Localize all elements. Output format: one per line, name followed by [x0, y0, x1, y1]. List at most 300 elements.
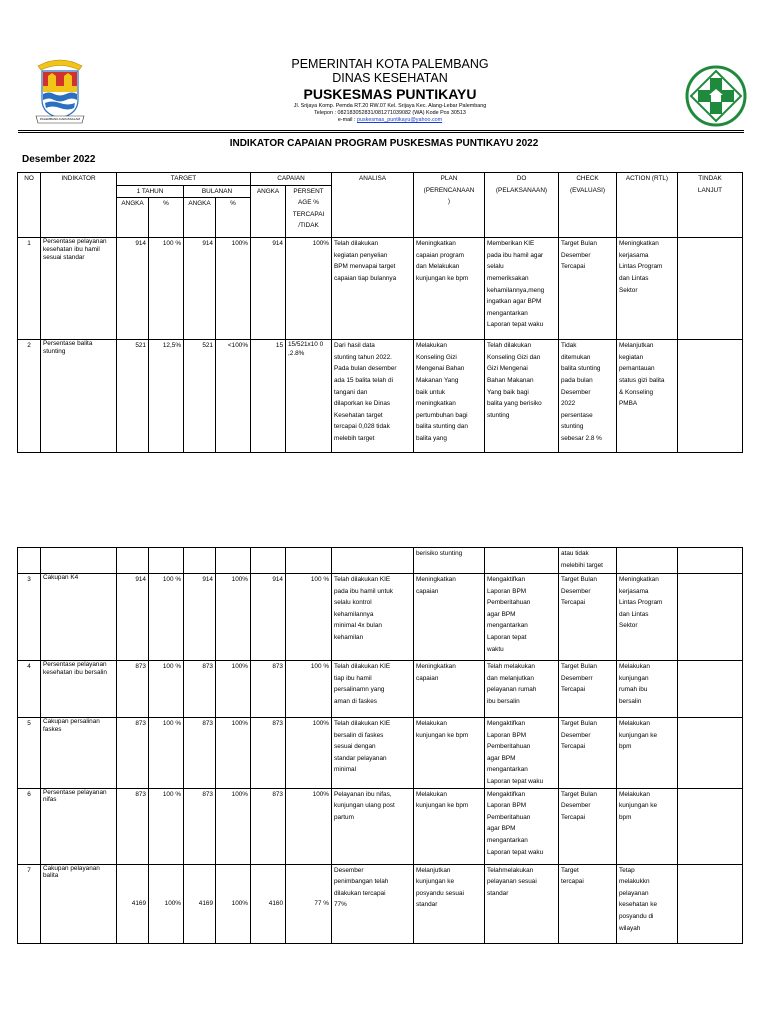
cell-indikator: Cakupan pelayanan balita [41, 864, 117, 943]
cell-do [485, 788, 559, 864]
header-divider-thin [18, 132, 744, 133]
text-line: Kesehatan target [334, 411, 383, 419]
text-line: partum [334, 813, 354, 821]
text-line: rumah ibu [619, 686, 648, 694]
text-line: berisiko stunting [416, 550, 463, 557]
text-line: Desember [561, 802, 591, 810]
text-line: tiap ibu hamil [334, 674, 372, 682]
col-header-analisa: ANALISA [332, 173, 414, 238]
table-row [18, 718, 743, 789]
text-line: Target Bulan [561, 663, 597, 670]
cell-plan [414, 574, 485, 661]
cell-analisa [332, 864, 414, 943]
text-line: kunjungan ke bpm [416, 731, 469, 739]
text-line: Telahmelakukan [487, 866, 534, 874]
col-header-tindak [678, 173, 743, 238]
text-line: Desemberr [561, 674, 593, 682]
text-line: kehamilannya,meng [487, 286, 545, 294]
cell-check [559, 718, 617, 789]
cell-indikator: Cakupan persalinan faskes [41, 718, 117, 789]
text-line: balita yang [416, 434, 447, 442]
report-period: Desember 2022 [22, 154, 96, 165]
cell-action [617, 574, 678, 661]
cell-analisa [332, 718, 414, 789]
cell-no: 4 [18, 661, 41, 718]
col-header-bulan-angka: ANGKA [184, 198, 216, 238]
col-header-capaian-persen [286, 185, 332, 238]
cell-check [559, 864, 617, 943]
text-line: stunting [561, 423, 584, 431]
cell-empty [18, 548, 41, 574]
col-header-plan-line: PLAN [440, 175, 458, 182]
col-header-persen-line: /TIDAK [298, 222, 319, 230]
text-line: kunjungan ke bpm [416, 274, 469, 282]
text-line: BPM menvapai target [334, 263, 396, 271]
text-line: pada ibu hamil untuk [334, 587, 393, 595]
header-puskesmas: PUSKESMAS PUNTIKAYU [303, 86, 477, 102]
text-line: melebihi target [561, 561, 603, 569]
text-line: Target Bulan [561, 790, 597, 798]
text-line: Laporan BPM [487, 731, 527, 739]
text-line: Target Bulan [561, 240, 597, 248]
cell-indikator: Cakupan K4 [41, 574, 117, 661]
text-line: Sektor [619, 622, 638, 630]
emblem-ribbon-text: PALEMBANG DARUSSALAM [40, 117, 80, 121]
cell-no: 1 [18, 238, 41, 340]
text-line: baik untuk [416, 388, 446, 396]
cell-capaian-angka: 914 [251, 238, 286, 340]
cell-empty [149, 548, 184, 574]
text-line: Mengaktifkan [487, 720, 526, 727]
text-line: Mengaktifkan [487, 576, 526, 583]
text-line: Telah dilakukan KIE [334, 720, 391, 727]
col-header-check-line: (EVALUASI) [569, 186, 606, 194]
cell-tindak [678, 661, 743, 718]
table-row [18, 788, 743, 864]
text-line: posyandu di [619, 912, 654, 920]
header-department: DINAS KESEHATAN [332, 71, 448, 85]
text-line: Pada bulan desember [334, 365, 397, 373]
text-line: mengantarkan [487, 309, 528, 317]
text-line: ditemukan [561, 353, 591, 361]
col-header-persen-line: AGE % [298, 199, 319, 207]
cell-target-bulan-persen: 100% [216, 788, 251, 864]
cell-plan [414, 788, 485, 864]
col-header-tahun-persen: % [149, 198, 184, 238]
cell-check [559, 788, 617, 864]
col-header-plan [414, 173, 485, 238]
cell-check [559, 238, 617, 340]
cell-indikator: Persentase pelayanan kesehatan ibu hamil sesuai standar [41, 238, 117, 340]
text-line: Pemberitahuan [487, 743, 531, 751]
cell-check [559, 661, 617, 718]
text-line: Lintas Program [619, 599, 663, 607]
text-line: dilaporkan ke Dinas [334, 400, 391, 408]
text-line: Meningkatkan [619, 240, 659, 248]
text-line: kegiatan [619, 353, 644, 361]
indicator-table-continued [17, 547, 743, 944]
cell-target-tahun-persen: 100 % [149, 718, 184, 789]
cell-empty [41, 548, 117, 574]
cell-empty [678, 548, 743, 574]
text-line: minimal [334, 766, 357, 774]
cell-indikator: Persentase pelayanan kesehatan ibu bersalin [41, 661, 117, 718]
cell-analisa [332, 661, 414, 718]
cell-capaian-persen: 77 % [286, 864, 332, 943]
col-header-do [485, 173, 559, 238]
cell-check-continued [559, 548, 617, 574]
cell-empty [117, 548, 149, 574]
text-line: Mengaktifkan [487, 790, 526, 798]
text-line: Lintas Program [619, 263, 663, 271]
text-line: Desember [334, 866, 364, 874]
document-title: INDIKATOR CAPAIAN PROGRAM PUSKESMAS PUNTIKAYU 2022 [229, 138, 539, 149]
text-line: kunjungan ulang post [334, 802, 395, 810]
cell-action [617, 238, 678, 340]
text-line: Yang baik bagi [487, 388, 529, 396]
cell-target-bulan-persen: 100% [216, 574, 251, 661]
col-header-check [559, 173, 617, 238]
text-line: Desember [561, 731, 591, 739]
cell-target-bulan-persen: 100% [216, 864, 251, 943]
cell-empty [617, 548, 678, 574]
text-line: meningkatkan [416, 400, 456, 408]
text-line: Laporan tepat waku [487, 777, 544, 785]
cell-do [485, 864, 559, 943]
cell-do [485, 238, 559, 340]
text-line: tercapai 0,028 tidak [334, 423, 390, 431]
header-email-line [200, 117, 580, 124]
cell-target-bulan-persen: 100% [216, 661, 251, 718]
col-header-tahun-angka: ANGKA [117, 198, 149, 238]
cell-capaian-persen: 100% [286, 788, 332, 864]
cell-do [485, 340, 559, 453]
col-header-plan-line: (PERENCANAAN [423, 186, 475, 194]
text-line: Makanan Yang [416, 376, 459, 384]
header-phone: Telepon : 082183052831/081271039082 (WA) Kode Pos 30513 [314, 110, 466, 116]
text-line: selalu kontrol [334, 599, 372, 607]
text-line: bersalin di faskes [334, 731, 384, 739]
text-line: kegiatan penyelian [334, 251, 388, 259]
text-line: Desember [561, 388, 591, 396]
text-line: Melanjutkan [416, 866, 451, 874]
cell-target-bulan-angka: 873 [184, 788, 216, 864]
header-email-label: e-mail : [337, 117, 357, 123]
text-line: stunting [487, 411, 510, 419]
text-line: dan Melakukan [416, 263, 460, 271]
text-line: pelayanan sesuai [487, 878, 537, 886]
header-address: Jl. Srijaya Komp. Pemda RT.20 RW.07 Kel. Srijaya Kec. Alang-Lebar Palembang [293, 103, 487, 109]
cell-analisa [332, 788, 414, 864]
col-header-check-line: CHECK [576, 175, 599, 182]
col-header-action: ACTION (RTL) [617, 173, 678, 238]
text-line: Target Bulan [561, 720, 597, 727]
text-line: Tercapai [561, 599, 586, 607]
text-line: balita stunting dan [416, 423, 468, 431]
cell-target-tahun-angka: 914 [117, 238, 149, 340]
text-line: PMBA [619, 400, 638, 408]
cell-target-tahun-angka: 873 [117, 788, 149, 864]
cell-capaian-angka: 873 [251, 661, 286, 718]
cell-do [485, 718, 559, 789]
cell-capaian-persen: 100% [286, 718, 332, 789]
cell-target-tahun-angka: 914 [117, 574, 149, 661]
text-line: Meningkatkan [416, 240, 456, 248]
text-line: dilakukan tercapai [334, 889, 386, 897]
text-line: Pemberitahuan [487, 813, 531, 821]
col-header-do-line: (PELAKSANAAN) [495, 186, 548, 194]
text-line: pelayanan [619, 889, 649, 897]
text-line: Tercapai [561, 686, 586, 694]
cell-do [485, 661, 559, 718]
cell-empty [286, 548, 332, 574]
cell-action [617, 661, 678, 718]
cell-target-bulan-angka: 873 [184, 661, 216, 718]
text-line: mengantarkan [487, 836, 528, 844]
header-divider [18, 130, 744, 131]
text-line: pada ibu hamil agar [487, 251, 544, 259]
text-line: 2022 [561, 400, 576, 408]
palembang-city-emblem [32, 56, 88, 126]
text-line: Melanjutkan [619, 342, 654, 350]
col-header-plan-line: ) [447, 198, 451, 206]
text-line: atau tidak [561, 550, 589, 557]
text-line: pemantauan [619, 365, 655, 373]
text-line: tangani dan [334, 388, 368, 396]
text-line: tercapai [561, 878, 584, 886]
text-line: standar [416, 901, 438, 909]
text-line: bpm [619, 813, 632, 821]
text-line: Tetap [619, 866, 635, 874]
header-government: PEMERINTAH KOTA PALEMBANG [291, 57, 489, 71]
text-line: Tercapai [561, 813, 586, 821]
text-line: Laporan tepat waku [487, 321, 544, 329]
text-line: standar [487, 889, 509, 897]
text-line: capaian [416, 587, 439, 595]
cell-target-tahun-persen: 100 % [149, 788, 184, 864]
cell-capaian-persen: 15/521x10 0 ,2.8% [286, 340, 332, 453]
text-line: Telah dilakukan [487, 342, 532, 350]
col-header-no: NO [18, 173, 41, 238]
col-header-persen-line: PERSENT [293, 187, 324, 195]
col-header-capaian-angka: ANGKA [251, 185, 286, 238]
cell-check [559, 340, 617, 453]
col-header-persen-line: TERCAPAI [292, 210, 325, 218]
cell-tindak [678, 718, 743, 789]
cell-action [617, 788, 678, 864]
text-line: dan Lintas [619, 274, 649, 282]
text-line: capaian program [416, 251, 464, 259]
cell-target-tahun-angka: 873 [117, 661, 149, 718]
table-row [18, 574, 743, 661]
text-line: Desember [561, 587, 591, 595]
text-line: Melakukan [619, 790, 650, 798]
cell-no: 3 [18, 574, 41, 661]
text-line: Meningkatkan [416, 576, 456, 583]
text-line: memeriksakan [487, 274, 529, 282]
text-line: balita stunting [561, 365, 601, 373]
col-header-target: TARGET [117, 173, 251, 186]
text-line: Sektor [619, 286, 638, 294]
text-line: Laporan BPM [487, 587, 527, 595]
cell-tindak [678, 340, 743, 453]
cell-indikator: Persentase pelayanan nifas [41, 788, 117, 864]
cell-tindak [678, 864, 743, 943]
cell-target-bulan-angka: 914 [184, 574, 216, 661]
text-line: ada 15 balita telah di [334, 376, 393, 384]
text-line: Tercapai [561, 743, 586, 751]
text-line: pelayanan rumah [487, 686, 537, 694]
cell-check [559, 574, 617, 661]
cell-empty [485, 548, 559, 574]
text-line: kerjasama [619, 587, 649, 595]
text-line: kerjasama [619, 251, 649, 259]
cell-tindak [678, 574, 743, 661]
cell-tindak [678, 238, 743, 340]
text-line: mengantarkan [487, 766, 528, 774]
cell-capaian-angka: 15 [251, 340, 286, 453]
cell-capaian-angka: 914 [251, 574, 286, 661]
cell-target-tahun-angka: 4169 [117, 864, 149, 943]
text-line: Melakukan [416, 342, 447, 350]
table-row [18, 864, 743, 943]
text-line: standar pelayanan [334, 754, 387, 762]
cell-target-tahun-angka: 521 [117, 340, 149, 453]
text-line: kunjungan ke bpm [416, 802, 469, 810]
text-line: Konseling Gizi [416, 353, 457, 361]
cell-action [617, 340, 678, 453]
text-line: kehamilan [334, 633, 364, 641]
text-line: Konseling Gizi dan [487, 353, 541, 361]
cell-analisa [332, 238, 414, 340]
text-line: Meningkatkan [416, 663, 456, 670]
text-line: sebesar 2.8 % [561, 434, 602, 442]
cell-no: 7 [18, 864, 41, 943]
header-address-block [200, 103, 580, 124]
text-line: Gizi Mengenai [487, 365, 528, 373]
text-line: minimal 4x bulan [334, 622, 382, 630]
col-header-tindak-line: TINDAK [698, 175, 722, 182]
text-line: bersalin [619, 697, 642, 705]
cell-target-bulan-angka: 4169 [184, 864, 216, 943]
cell-capaian-persen: 100% [286, 238, 332, 340]
text-line: balita yang berisiko [487, 400, 542, 408]
cell-plan [414, 238, 485, 340]
text-line: Meningkatkan [619, 576, 659, 583]
header-email-link[interactable]: puskesmas_puntikayu@yahoo.com [356, 117, 443, 123]
text-line: Pelayanan ibu nifas, [334, 790, 392, 798]
text-line: Laporan tepat waku [487, 848, 544, 856]
col-header-indikator: INDIKATOR [41, 173, 117, 238]
cell-target-tahun-persen: 100 % [149, 238, 184, 340]
cell-empty [251, 548, 286, 574]
cell-target-bulan-angka: 914 [184, 238, 216, 340]
text-line: kunjungan ke [619, 802, 658, 810]
col-header-capaian: CAPAIAN [251, 173, 332, 186]
cell-indikator: Persentase balita stunting [41, 340, 117, 453]
text-line: Tercapai [561, 263, 586, 271]
cell-action [617, 718, 678, 789]
text-line: Mengenai Bahan [416, 365, 465, 373]
col-header-tindak-line: LANJUT [697, 186, 723, 194]
cell-plan [414, 661, 485, 718]
text-line: melakukkn [619, 878, 650, 886]
cell-target-bulan-persen: 100% [216, 238, 251, 340]
text-line: Laporan BPM [487, 802, 527, 810]
text-line: bpm [619, 743, 632, 751]
col-header-target-tahun: 1 TAHUN [117, 185, 184, 198]
text-line: persentase [561, 411, 593, 419]
text-line: Laporan tepat [487, 633, 527, 641]
cell-do [485, 574, 559, 661]
cell-plan-continued [414, 548, 485, 574]
text-line: Telah dilakukan [334, 240, 379, 248]
text-line: agar BPM [487, 825, 516, 833]
text-line: mengantarkan [487, 622, 528, 630]
text-line: agar BPM [487, 610, 516, 618]
text-line: & Konseling [619, 388, 654, 396]
text-line: Pemberitahuan [487, 599, 531, 607]
table-row [18, 340, 743, 453]
table-row [18, 661, 743, 718]
text-line: Target [561, 866, 579, 874]
cell-no: 5 [18, 718, 41, 789]
text-line: ingatkan agar BPM [487, 298, 542, 306]
text-line: Dari hasil data [334, 342, 375, 350]
cell-target-bulan-persen: <100% [216, 340, 251, 453]
text-line: agar BPM [487, 754, 516, 762]
puskesmas-logo [684, 64, 748, 128]
text-line: capaian [416, 674, 439, 682]
text-line: Telah dilakukan KIE [334, 663, 391, 670]
text-line: ibu bersalin [487, 697, 520, 705]
text-line: kunjungan ke [416, 878, 455, 886]
text-line: 77% [334, 901, 347, 909]
cell-no: 6 [18, 788, 41, 864]
text-line: sesuai dengan [334, 743, 376, 751]
text-line: dan Lintas [619, 610, 649, 618]
cell-no: 2 [18, 340, 41, 453]
cell-target-tahun-angka: 873 [117, 718, 149, 789]
cell-analisa [332, 340, 414, 453]
cell-capaian-persen: 100 % [286, 661, 332, 718]
indicator-table [17, 172, 743, 453]
text-line: Memberikan KIE [487, 240, 535, 248]
cell-target-bulan-angka: 873 [184, 718, 216, 789]
text-line: kehamilannya [334, 610, 374, 618]
text-line: posyandu sesuai [416, 889, 464, 897]
text-line: Target Bulan [561, 576, 597, 583]
cell-empty [332, 548, 414, 574]
cell-plan [414, 718, 485, 789]
text-line: stunting tahun 2022. [334, 353, 392, 361]
cell-target-tahun-persen: 100% [149, 864, 184, 943]
text-line: Melakukan [619, 720, 650, 727]
text-line: kunjungan [619, 674, 649, 682]
cell-plan [414, 340, 485, 453]
text-line: dan melanjutkan [487, 674, 534, 682]
text-line: Bahan Makanan [487, 376, 534, 384]
cell-empty [184, 548, 216, 574]
cell-target-bulan-angka: 521 [184, 340, 216, 453]
cell-empty [216, 548, 251, 574]
text-line: selalu [487, 263, 504, 271]
text-line: status gizi balita [619, 376, 665, 384]
cell-target-tahun-persen: 100 % [149, 574, 184, 661]
text-line: Tidak [561, 342, 577, 350]
text-line: capaian tiap bulannya [334, 274, 397, 282]
col-header-do-line: DO [516, 175, 527, 182]
